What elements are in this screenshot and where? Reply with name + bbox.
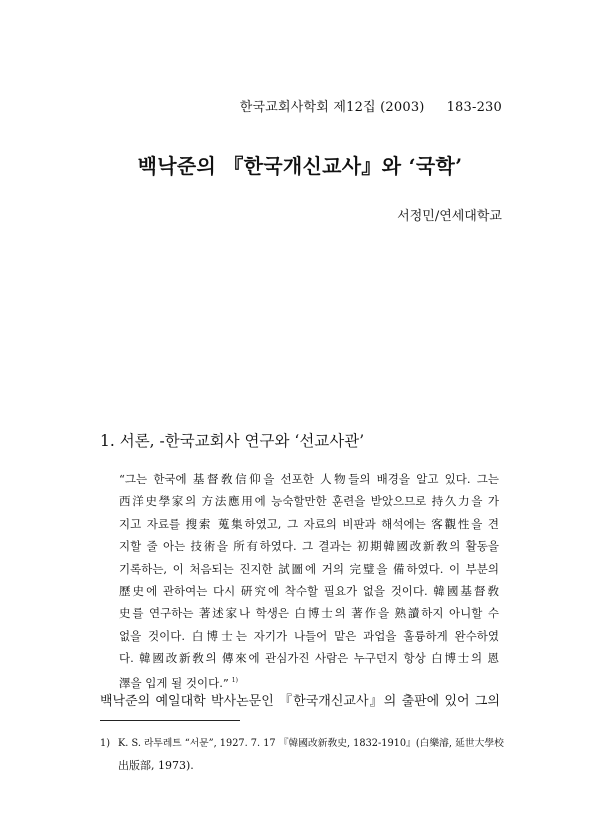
quote-line: “그는 한국에 基督敎信仰을 선포한 人物들의 배경을 알고 있다. 그는 <box>119 472 499 486</box>
footnote <box>100 733 510 777</box>
article-title: 백낙준의 『한국개신교사』와 ‘국학’ <box>137 154 463 178</box>
quote-line: 西洋史學家의 方法應用에 능숙할만한 훈련을 받았으므로 持久力을 가 <box>119 494 499 509</box>
quote-line: 지할 줄 아는 技術을 所有하였다. 그 결과는 初期韓國改新敎의 활동을 <box>119 539 499 554</box>
footnote-text-line2: 出版部, 1973). <box>118 759 194 772</box>
quote-line: 다. 韓國改新敎의 傳來에 관심가진 사람은 누구던지 항상 白博士의 恩 <box>119 651 499 666</box>
quote-line: 기록하는, 이 처음되는 진지한 試圖에 거의 完璧을 備하였다. 이 부분의 <box>119 561 499 576</box>
quote-line: 歷史에 관하여는 다시 硏究에 착수할 필요가 없을 것이다. 韓國基督敎 <box>119 583 499 598</box>
running-head <box>240 96 502 115</box>
footnote-row <box>100 733 510 755</box>
footnote-divider <box>100 720 240 721</box>
quote-line: 史를 연구하는 著述家나 학생은 白博士의 著作을 熟讀하지 아니할 수 <box>119 606 499 621</box>
quote-line-last <box>119 670 499 692</box>
footnote-number: 1) <box>100 738 111 749</box>
quote-line: 지고 자료를 搜索 蒐集하였고, 그 자료의 비판과 해석에는 客觀性을 견 <box>119 516 499 531</box>
footnote-reference[interactable]: 1) <box>231 676 238 684</box>
quote-line-text: 澤을 입게 될 것이다.” <box>119 675 229 690</box>
journal-citation: 한국교회사학회 제12집 (2003) <box>239 100 425 115</box>
footnote-text-line1: K. S. 라투레트 “서문”, 1927. 7. 17 『韓國改新敎史, 1832-1910』(白樂濬, 延世大學校 <box>118 738 504 749</box>
quote-line: 없을 것이다. 白博士는 자기가 나들어 맡은 과업을 훌륭하게 완수하였 <box>119 628 499 643</box>
block-quote <box>119 468 499 692</box>
section-heading: 1. 서론, -한국교회사 연구와 ‘선교사관’ <box>100 432 365 450</box>
body-paragraph: 백낙준의 예일대학 박사논문인 『한국개신교사』의 출판에 있어 그의 <box>100 694 500 709</box>
author-affiliation: 서정민/연세대학교 <box>397 209 502 224</box>
page-range: 183-230 <box>446 100 502 115</box>
